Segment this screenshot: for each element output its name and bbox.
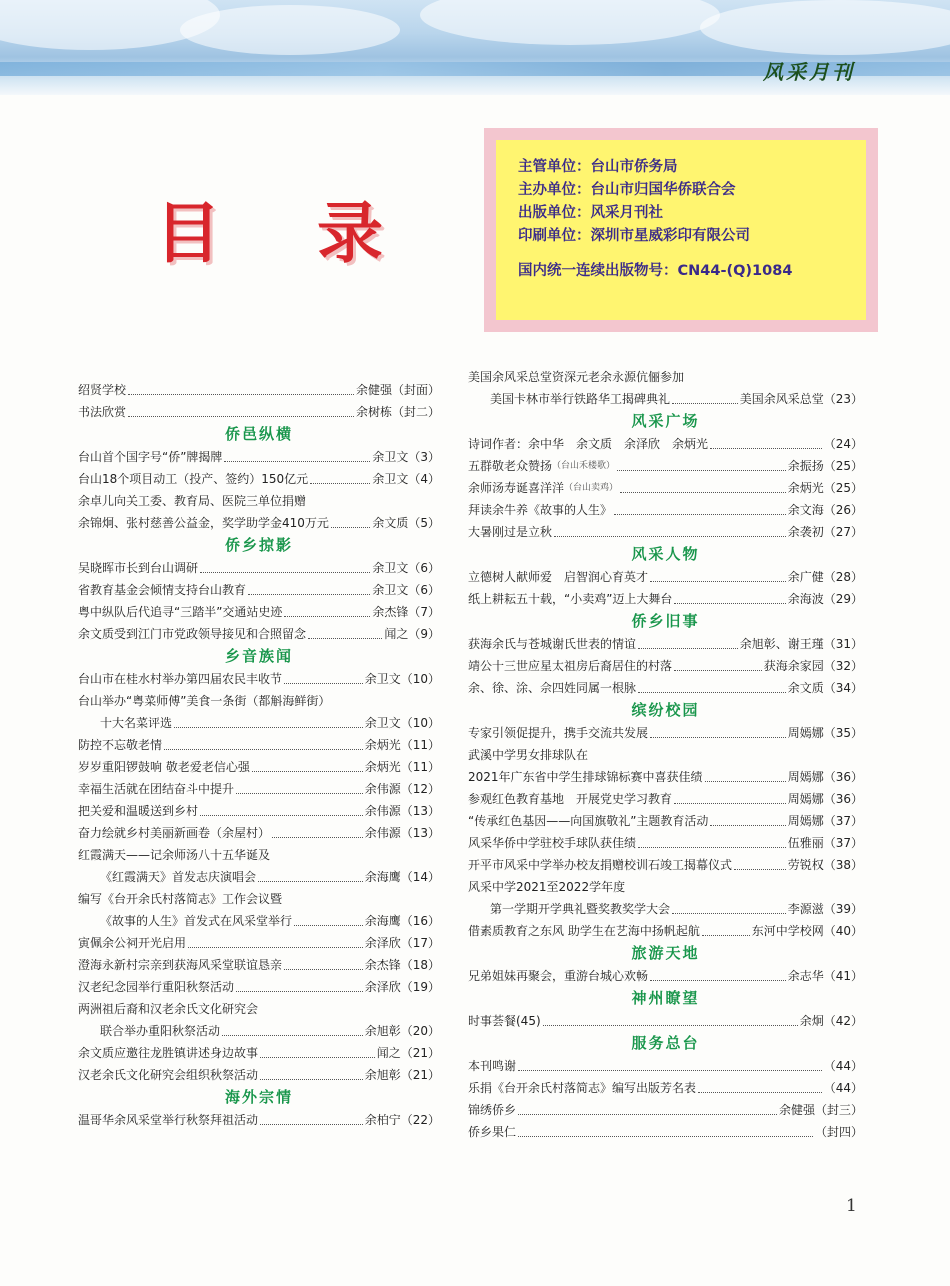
toc-entry [78,756,440,778]
dot-leader [310,483,370,484]
entry-title: 台山市在桂水村举办第四届农民丰收节 [78,672,283,686]
entry-title: 大暑刚过是立秋 [468,525,553,539]
info-line: 印刷单位：深圳市星威彩印有限公司 [518,228,750,244]
entry-author-page: 闻之（9） [384,627,440,641]
dot-leader [308,638,382,639]
entry-author-page: 余海鹰（14） [364,870,440,884]
dot-leader [638,648,738,649]
toc-entry [78,446,440,468]
toc-entry [468,722,863,744]
entry-note: （台山禾楼歌） [552,461,616,471]
entry-title: 余师汤寿诞喜洋洋 [468,481,565,495]
dot-leader [710,448,822,449]
entry-title: 第一学期开学典礼暨奖教奖学大会 [490,902,671,916]
toc-entry [78,954,440,976]
dot-leader [128,394,354,395]
toc-entry [468,633,863,655]
toc-entry [468,388,863,410]
section-heading: 侨乡旧事 [631,612,700,630]
toc-entry [468,1099,863,1121]
entry-title: 立德树人献师爱 启智润心育英才 [468,570,649,584]
entry-author-page: 余旭彰（20） [364,1024,440,1038]
toc-right-column [468,366,863,1143]
entry-title: 奋力绘就乡村美丽新画卷（余屋村） [78,826,271,840]
info-line: 主管单位：台山市侨务局 [518,159,678,175]
entry-title: 余文质应邀往龙胜镇讲述身边故事 [78,1046,259,1060]
entry-author-page: （封四） [814,1125,863,1139]
entry-title: 台山首个国字号“侨”牌揭牌 [78,450,223,464]
dot-leader [128,416,354,417]
entry-title: 省教育基金会倾情支持台山教育 [78,583,247,597]
entry-title: 兄弟姐妹再聚会，重游台城心欢畅 [468,969,649,983]
entry-author-page: 余炯（42） [799,1014,863,1028]
entry-title: 2021年广东省中学生排球锦标赛中喜获佳绩 [468,770,703,784]
toc-entry [468,1055,863,1077]
entry-author-page: 余柏宁（22） [364,1113,440,1127]
toc-entry [78,579,440,601]
entry-author-page: 东河中学校网（40） [751,924,863,938]
entry-title: 纸上耕耘五十载，“小卖鸡”迈上大舞台 [468,592,673,606]
toc-entry [468,898,863,920]
entry-title: 汉老纪念园举行重阳秋祭活动 [78,980,235,994]
entry-author-page: 周嫣娜（36） [787,770,863,784]
toc-entry [468,810,863,832]
entry-author-page: 余泽欣（17） [364,936,440,950]
toc-entry [78,601,440,623]
entry-author-page: 余健强（封三） [778,1103,863,1117]
entry-title: 时事荟餐(45) [468,1014,541,1028]
dot-leader [236,991,363,992]
dot-leader [188,947,363,948]
toc-entry [468,1077,863,1099]
entry-title: 《故事的人生》首发式在风采堂举行 [100,914,293,928]
page-number: 1 [846,1196,857,1216]
entry-author-page: 伍雅丽（37） [787,836,863,850]
toc-entry [468,832,863,854]
toc-entry [78,910,440,932]
dot-leader [200,815,363,816]
entry-title: 《红霞满天》首发志庆演唱会 [100,870,257,884]
toc-entry [468,433,863,455]
entry-author-page: 周嫣娜（36） [787,792,863,806]
publication-info-inner [496,140,866,320]
dot-leader [284,969,363,970]
toc-entry [78,778,440,800]
dot-leader [272,837,363,838]
dot-leader [258,881,363,882]
toc-entry [468,920,863,942]
dot-leader [236,793,363,794]
toc-entry [78,557,440,579]
entry-title: 十大名菜评选 [100,716,173,730]
toc-entry-line: 编写《台开余氏村落简志》工作会议暨 [78,892,283,906]
toc-entry-line: 红霞满天——记余师汤八十五华诞及 [78,848,271,862]
section-heading: 侨邑纵横 [224,425,293,443]
section-heading: 风采广场 [631,412,700,430]
entry-author-page: 余卫文（6） [372,583,440,597]
dot-leader [284,683,363,684]
toc-entry [468,655,863,677]
entry-author-page: 余卫文（6） [372,561,440,575]
dot-leader [617,470,786,471]
info-line: 主办单位：台山市归国华侨联合会 [518,182,736,198]
toc-entry [78,379,440,401]
dot-leader [284,616,370,617]
section-heading: 旅游天地 [631,944,700,962]
entry-note: （台山卖鸡） [564,483,619,493]
dot-leader [638,692,786,693]
section-heading: 神州瞭望 [631,989,700,1007]
entry-title: 汉老余氏文化研究会组织秋祭活动 [78,1068,259,1082]
toc-entry-line: 台山举办“粤菜师傅”美食一条街（都斛海鲜街） [78,694,331,708]
dot-leader [650,581,786,582]
entry-title: 粤中纵队后代追寻“三踏半”交通站史迹 [78,605,283,619]
toc-entry [78,822,440,844]
section-heading: 服务总台 [631,1034,700,1052]
dot-leader [200,572,370,573]
entry-author-page: 余泽欣（19） [364,980,440,994]
dot-leader [260,1057,375,1058]
dot-leader [614,514,786,515]
dot-leader [650,737,786,738]
entry-author-page: 余旭彰、谢王瑾（31） [739,637,863,651]
entry-author-page: （44） [823,1081,863,1095]
dot-leader [224,461,370,462]
toc-entry [468,1121,863,1143]
entry-author-page: 余振扬（25） [787,459,863,473]
entry-author-page: 余卫文（3） [372,450,440,464]
toc-entry [468,854,863,876]
toc-entry [78,734,440,756]
entry-author-page: 余卫文（4） [372,472,440,486]
entry-title: 专家引领促提升，携手交流共发展 [468,726,649,740]
dot-leader [650,980,786,981]
entry-author-page: 余海波（29） [787,592,863,606]
toc-entry [78,1042,440,1064]
publication-info-box [484,128,878,332]
section-heading: 侨乡掠影 [224,536,293,554]
magazine-brand: 风采月刊 [763,60,855,84]
entry-author-page: 余健强（封面） [355,383,440,397]
entry-title: 台山18个项目动工（投产、签约）150亿元 [78,472,309,486]
toc-entry [468,677,863,699]
cloud-decoration [700,0,950,55]
entry-title: 获海余氏与苍城谢氏世表的情谊 [468,637,637,651]
section-heading: 缤纷校园 [631,701,700,719]
entry-title: 乐捐《台开余氏村落简志》编写出版芳名表 [468,1081,697,1095]
section-heading: 乡音族闻 [224,647,293,665]
entry-author-page: 获海余家园（32） [763,659,863,673]
dot-leader [638,847,786,848]
entry-author-page: 余广健（28） [787,570,863,584]
toc-entry [78,1064,440,1086]
entry-title: 余锦炯、张村慈善公益金，奖学助学金410万元 [78,516,329,530]
dot-leader [734,869,786,870]
dot-leader [705,781,786,782]
dot-leader [248,594,370,595]
entry-title: 开平市风采中学举办校友捐赠校训石竣工揭幕仪式 [468,858,733,872]
toc-entry [468,455,863,477]
entry-title: 防控不忘敬老情 [78,738,163,752]
entry-title: 绍贤学校 [78,383,127,397]
cloud-decoration [420,0,720,45]
toc-left-column [78,379,440,1131]
toc-entry [78,1020,440,1042]
toc-entry-line: 余卓儿向关工委、教育局、医院三单位捐赠 [78,494,307,508]
entry-author-page: 余炳光（11） [364,738,440,752]
dot-leader [518,1070,822,1071]
entry-author-page: 余卫文（10） [364,672,440,686]
toc-entry [78,401,440,423]
entry-title: 诗词作者：余中华 余文质 余泽欣 余炳光 [468,437,709,451]
toc-entry [78,866,440,888]
entry-title: 温哥华余风采堂举行秋祭拜祖活动 [78,1113,259,1127]
dot-leader [710,825,785,826]
dot-leader [252,771,363,772]
toc-entry [468,965,863,987]
toc-entry [78,1109,440,1131]
entry-title: “传承红色基因——向国旗敬礼”主题教育活动 [468,814,709,828]
header-banner [0,0,950,95]
toc-entry [468,521,863,543]
toc-entry [78,468,440,490]
entry-title: 岁岁重阳锣鼓响 敬老爱老信心强 [78,760,250,774]
dot-leader [702,935,750,936]
section-heading: 海外宗情 [224,1088,293,1106]
entry-title: 书法欣赏 [78,405,127,419]
entry-author-page: 余炳光（11） [364,760,440,774]
toc-entry-line: 两洲祖后裔和汉老余氏文化研究会 [78,1002,259,1016]
dot-leader [554,536,786,537]
dot-leader [674,603,785,604]
toc-entry [468,1010,863,1032]
dot-leader [674,803,786,804]
toc-entry [78,512,440,534]
entry-author-page: （44） [823,1059,863,1073]
entry-author-page: 余文海（26） [787,503,863,517]
toc-entry [468,499,863,521]
dot-leader [518,1114,777,1115]
dot-leader [222,1035,363,1036]
entry-title: 吴晓晖市长到台山调研 [78,561,199,575]
entry-author-page: 周嫣娜（35） [787,726,863,740]
entry-author-page: 余伟源（13） [364,826,440,840]
toc-entry [78,932,440,954]
entry-author-page: 余伟源（13） [364,804,440,818]
entry-author-page: 余旭彰（21） [364,1068,440,1082]
dot-leader [331,527,370,528]
entry-author-page: 余袭初（27） [787,525,863,539]
entry-title: 余文质受到江门市党政领导接见和合照留念 [78,627,307,641]
dot-leader [260,1124,363,1125]
info-line: 出版单位：风采月刊社 [518,205,663,221]
toc-entry [78,668,440,690]
dot-leader [620,492,786,493]
toc-entry [78,800,440,822]
dot-leader [674,670,762,671]
toc-entry [78,623,440,645]
entry-author-page: 余伟源（12） [364,782,440,796]
dot-leader [518,1136,813,1137]
entry-title: 靖公十三世应星太祖房后裔居住的村落 [468,659,673,673]
entry-author-page: 余卫文（10） [364,716,440,730]
entry-author-page: 余炳光（25） [787,481,863,495]
entry-title: 余、徐、涂、佘四姓同属一根脉 [468,681,637,695]
cloud-decoration [180,5,400,55]
entry-author-page: 余文质（5） [372,516,440,530]
entry-author-page: 闻之（21） [376,1046,440,1060]
dot-leader [543,1025,798,1026]
entry-author-page: （24） [823,437,863,451]
entry-title: 侨乡果仁 [468,1125,517,1139]
dot-leader [164,749,363,750]
entry-author-page: 李源滋（39） [787,902,863,916]
toc-entry [468,566,863,588]
dot-leader [698,1092,822,1093]
entry-title: 锦绣侨乡 [468,1103,517,1117]
dot-leader [260,1079,363,1080]
section-heading: 风采人物 [631,545,700,563]
entry-author-page: 余志华（41） [787,969,863,983]
entry-title: 把关爱和温暖送到乡村 [78,804,199,818]
dot-leader [672,403,738,404]
toc-entry [468,788,863,810]
entry-title: 五群敬老众赞扬 [468,459,553,473]
entry-author-page: 美国余风采总堂（23） [739,392,863,406]
entry-author-page: 劳锐权（38） [787,858,863,872]
toc-entry-line: 武溪中学男女排球队在 [468,748,589,762]
toc-entry [468,477,863,499]
entry-title: 联合举办重阳秋祭活动 [100,1024,221,1038]
entry-title: 风采华侨中学驻校手球队获佳绩 [468,836,637,850]
entry-title: 澄海永新村宗亲到获海风采堂联谊恳亲 [78,958,283,972]
entry-author-page: 周嫣娜（37） [787,814,863,828]
dot-leader [672,913,786,914]
toc-entry [78,976,440,998]
serial-number: 国内统一连续出版物号：CN44-(Q)1084 [518,263,793,279]
entry-author-page: 余杰锋（18） [364,958,440,972]
entry-title: 寅佩余公祠开光启用 [78,936,187,950]
entry-title: 借素质教育之东风 助学生在艺海中扬帆起航 [468,924,700,938]
entry-title: 幸福生活就在团结奋斗中提升 [78,782,235,796]
toc-entry [78,712,440,734]
toc-entry-line: 美国余风采总堂资深元老余永源伉俪参加 [468,370,685,384]
entry-author-page: 余杰锋（7） [372,605,440,619]
page-title: 目录 [155,195,479,272]
entry-author-page: 余文质（34） [787,681,863,695]
dot-leader [174,727,363,728]
entry-author-page: 余树栋（封二） [355,405,440,419]
entry-title: 拜读余牛养《故事的人生》 [468,503,613,517]
entry-title: 美国卡林市举行铁路华工揭碑典礼 [490,392,671,406]
entry-title: 参观红色教育基地 开展党史学习教育 [468,792,673,806]
toc-entry-line: 风采中学2021至2022学年度 [468,880,626,894]
dot-leader [294,925,363,926]
entry-title: 本刊鸣谢 [468,1059,517,1073]
entry-author-page: 余海鹰（16） [364,914,440,928]
toc-entry [468,766,863,788]
toc-entry [468,588,863,610]
